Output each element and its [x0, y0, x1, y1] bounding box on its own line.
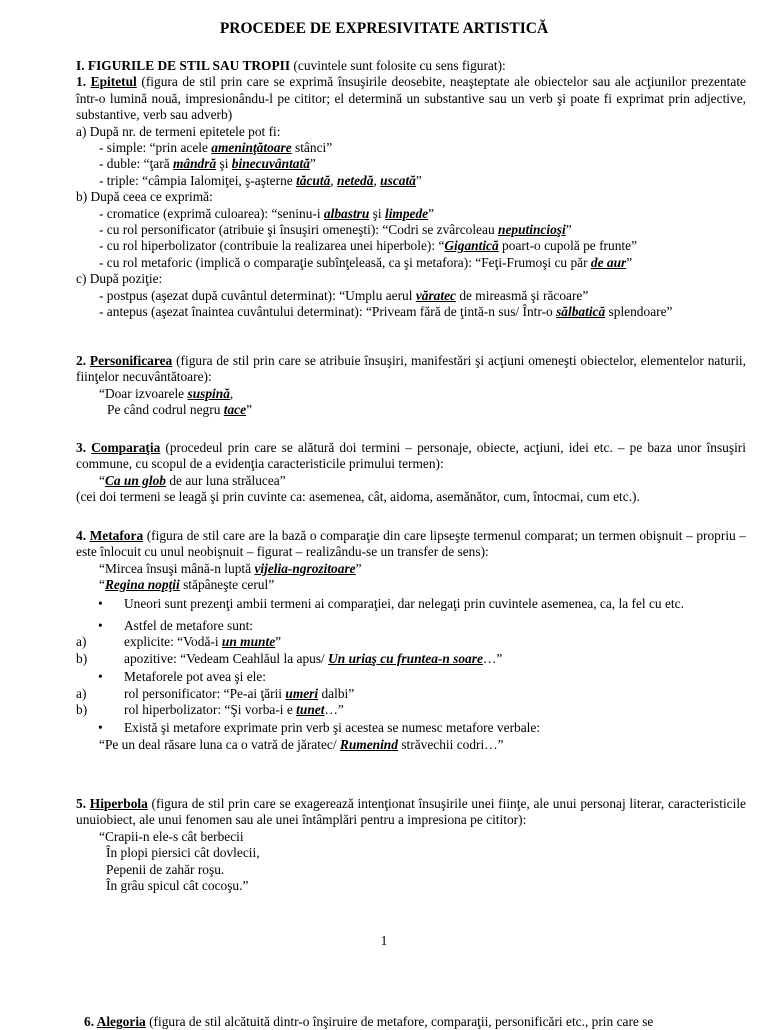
example-cromatice [76, 206, 746, 222]
section-hiperbola [76, 796, 746, 894]
definition-text: (figura de stil prin care se exprimă însuşirile deosebite, neaşteptate ale obiectelor sau ale acţiunilor prezentate într-o lumină nouă, impresionându-l pe cititor; el determină un substantive sau un verb şi poate fi exprimat prin adjective, substantive, verb sau adverb) [76, 74, 746, 123]
emphasis: Rumenind [339, 736, 398, 752]
text: splendoare” [605, 304, 673, 320]
letter-marker: b) [76, 650, 88, 666]
example-line [76, 577, 746, 593]
example-metaforic [76, 255, 746, 271]
text: - cromatice (exprimă culoarea): “seninu-i [99, 205, 324, 221]
bullet-icon: • [98, 720, 103, 736]
text: ” [415, 172, 422, 188]
comparatie-definition [76, 440, 746, 473]
bullet-text: Există şi metafore exprimate prin verb şi acestea se numesc metafore verbale: [124, 720, 541, 736]
text: stânci” [291, 140, 333, 156]
text: Pe când codrul negru [107, 402, 224, 418]
text: ” [246, 402, 253, 418]
emphasis: un munte [221, 634, 276, 650]
item-number: 3. [76, 440, 92, 455]
emphasis: vijelia-ngrozitoare [254, 560, 356, 576]
bullet-item [76, 618, 746, 634]
term-alegoria: Alegoria [96, 1014, 146, 1029]
definition-text: (figura de stil prin care se atribuie însuşiri, manifestări şi acţiuni omeneşti obiectelor, elementelor naturii, fiinţelor necuvântătoare): [76, 353, 746, 385]
text: “Doar izvoarele [99, 385, 188, 401]
text: ” [428, 205, 435, 221]
text: “Mircea însuşi mână-n luptă [99, 560, 255, 576]
emphasis: umeri [285, 685, 319, 701]
letter-marker: a) [76, 685, 87, 701]
bullet-item [76, 596, 746, 612]
emphasis: Un uriaş cu fruntea-n soare [328, 650, 483, 666]
emphasis: neputincioşi [498, 222, 566, 238]
text: rol hiperbolizator: “Şi vorba-i e [124, 702, 297, 718]
term-personificare: Personificarea [89, 353, 173, 368]
item-number: 4. [76, 528, 90, 543]
definition-text: (figura de stil prin care se exagerează intenţionat însuşirile unei fiinţe, ale unui personaj literar, caracteristicile unuiobiect, ale unui fenomen sau ale unei întâmplări pentru a impresiona pe cititor): [76, 796, 746, 828]
example-line [76, 402, 746, 418]
text: străvechii codri…” [397, 736, 504, 752]
bullet-text: Astfel de metafore sunt: [124, 618, 254, 634]
item-number: 1. [76, 74, 91, 90]
item-number: 6. [84, 1014, 97, 1029]
lettered-item [76, 686, 746, 702]
text: - postpus (aşezat după cuvântul determinat): “Umplu aerul [99, 287, 416, 303]
text: dalbi” [318, 685, 355, 701]
text: , [330, 172, 337, 188]
emphasis: tace [223, 402, 247, 418]
heading-bold: I. FIGURILE DE STIL SAU TROPII [76, 58, 291, 73]
text: ” [565, 222, 572, 238]
example-line [76, 473, 746, 489]
term-comparatie: Comparaţia [91, 440, 161, 455]
emphasis: Ca un glob [104, 472, 166, 488]
heading-rest: (cuvintele sunt folosite cu sens figurat): [290, 58, 506, 73]
text: ” [275, 634, 282, 650]
text: - cu rol personificator (atribuie şi însuşiri omeneşti): “Codri se zvârcoleau [99, 222, 498, 238]
text: , [229, 385, 234, 401]
text: de aur luna strălucea” [165, 472, 286, 488]
bullet-item [76, 720, 746, 736]
text: explicite: “Vodă-i [124, 634, 222, 650]
text: rol personificator: “Pe-ai ţării [124, 685, 286, 701]
emphasis: ameninţătoare [211, 140, 292, 156]
example-personificator [76, 222, 746, 238]
section-metafora [76, 528, 746, 753]
subhead-b: b) După ceea ce exprimă: [76, 189, 213, 205]
item-number: 2. [76, 353, 90, 368]
text: - antepus (aşezat înaintea cuvântului determinat): “Priveam fără de ţintă-n sus/ Într-o [99, 304, 557, 320]
section-epitet [76, 58, 746, 321]
emphasis: limpede [384, 205, 429, 221]
bullet-icon: • [98, 669, 103, 685]
emphasis: mândră [172, 156, 217, 172]
text: ” [626, 254, 633, 270]
subhead-c: c) După poziţie: [76, 271, 163, 287]
emphasis: netedă [337, 172, 374, 188]
term-hiperbola: Hiperbola [89, 796, 148, 811]
personificare-definition [76, 353, 746, 386]
metafora-definition [76, 528, 746, 561]
text: poart-o cupolă pe frunte” [498, 238, 638, 254]
term-metafora: Metafora [89, 528, 144, 543]
emphasis: sălbatică [556, 304, 606, 320]
bullet-icon: • [98, 618, 103, 634]
spacer [76, 1014, 84, 1029]
emphasis: albastru [323, 205, 370, 221]
hiperbola-definition [76, 796, 746, 829]
text: stăpâneşte cerul” [179, 577, 275, 593]
definition-text: (procedeul prin care se alătură doi termini – personaje, obiecte, acţiuni, idei etc. – pe baza unor însuşiri commune, cu scopul de a evidenţia caracteristicile primului termen): [76, 440, 746, 472]
subhead-a: a) După nr. de termeni epitetele pot fi: [76, 123, 281, 139]
text: - cu rol hiperbolizator (contribuie la realizarea unei hiperbole): “ [99, 238, 445, 254]
poem-line: În grâu spicul cât cocoşu.” [106, 878, 249, 894]
text: apozitive: “Vedeam Ceahlăul la apus/ [124, 650, 329, 666]
example-line [76, 386, 746, 402]
item-number: 5. [76, 796, 90, 811]
example-antepus [76, 304, 746, 320]
poem-line: “Crapii-n ele-s cât berbecii [99, 828, 244, 844]
emphasis: de aur [590, 254, 627, 270]
poem-line: În plopi piersici cât dovlecii, [106, 845, 260, 861]
text: şi [216, 156, 232, 172]
text: ” [355, 560, 362, 576]
emphasis: Regina nopţii [104, 577, 180, 593]
bullet-text: Metaforele pot avea şi ele: [124, 669, 267, 685]
example-line [76, 561, 746, 577]
letter-marker: a) [76, 634, 87, 650]
example-triple [76, 173, 746, 189]
emphasis: tăcută [296, 172, 331, 188]
emphasis: Gigantică [444, 238, 499, 254]
example-duble [76, 156, 746, 172]
page-title: PROCEDEE DE EXPRESIVITATE ARTISTICĂ [219, 20, 549, 37]
emphasis: tunet [296, 702, 325, 718]
text: “Pe un deal răsare luna ca o vatră de jăratec/ [99, 736, 340, 752]
section-comparatie [76, 440, 746, 506]
emphasis: binecuvântată [231, 156, 310, 172]
page-number: 1 [380, 933, 388, 948]
emphasis: văratec [415, 287, 456, 303]
text: - duble: “ţară [99, 156, 173, 172]
example-postpus [76, 288, 746, 304]
text: , [373, 172, 381, 188]
comparatie-note: (cei doi termeni se leagă şi prin cuvinte ca: asemenea, cât, aidoma, asemănător, cum, întocmai, cum etc.). [76, 489, 640, 505]
text: …” [324, 702, 344, 718]
text: …” [482, 650, 503, 666]
lettered-item [76, 634, 746, 650]
definition-text: (figura de stil alcătuită dintr-o înşiruire de metafore, comparaţii, personificări etc., prin care se [145, 1014, 654, 1029]
poem-line: Pepenii de zahăr roşu. [106, 861, 225, 877]
emphasis: suspină [187, 385, 230, 401]
text: - simple: “prin acele [99, 140, 212, 156]
text: şi [369, 205, 385, 221]
epitet-definition [76, 74, 746, 123]
text: - triple: “câmpia Ialomiţei, ş-aşterne [99, 172, 297, 188]
lettered-item [76, 651, 746, 667]
emphasis: uscată [380, 172, 416, 188]
bullet-item [76, 669, 746, 685]
section-heading [76, 58, 746, 74]
lettered-item [76, 702, 746, 718]
text: ” [309, 156, 316, 172]
section-personificare [76, 353, 746, 419]
text: “ [99, 472, 105, 488]
bullet-icon: • [98, 595, 103, 611]
bullet-text: Uneori sunt prezenţi ambii termeni ai comparaţiei, dar nelegaţi prin cuvintele asemenea, ca, la fel cu etc. [124, 595, 684, 611]
letter-marker: b) [76, 702, 88, 718]
text: “ [99, 577, 105, 593]
section-alegoria [76, 1014, 748, 1030]
term-epitet: Epitetul [90, 74, 137, 90]
text: - cu rol metaforic (implică o comparaţie subînţeleasă, ca şi metafora): “Feţi-Frumoşi cu păr [99, 254, 591, 270]
text: de mireasmă şi răcoare” [455, 287, 589, 303]
definition-text: (figura de stil care are la bază o comparaţie din care lipseşte termenul comparat; un termen obişnuit – propriu – este înlocuit cu unul neobişnuit – figurat – realizându-se un transfer de sens): [76, 528, 747, 560]
example-hiperbolizator [76, 238, 746, 254]
example-simple [76, 140, 746, 156]
example-line [76, 737, 746, 753]
